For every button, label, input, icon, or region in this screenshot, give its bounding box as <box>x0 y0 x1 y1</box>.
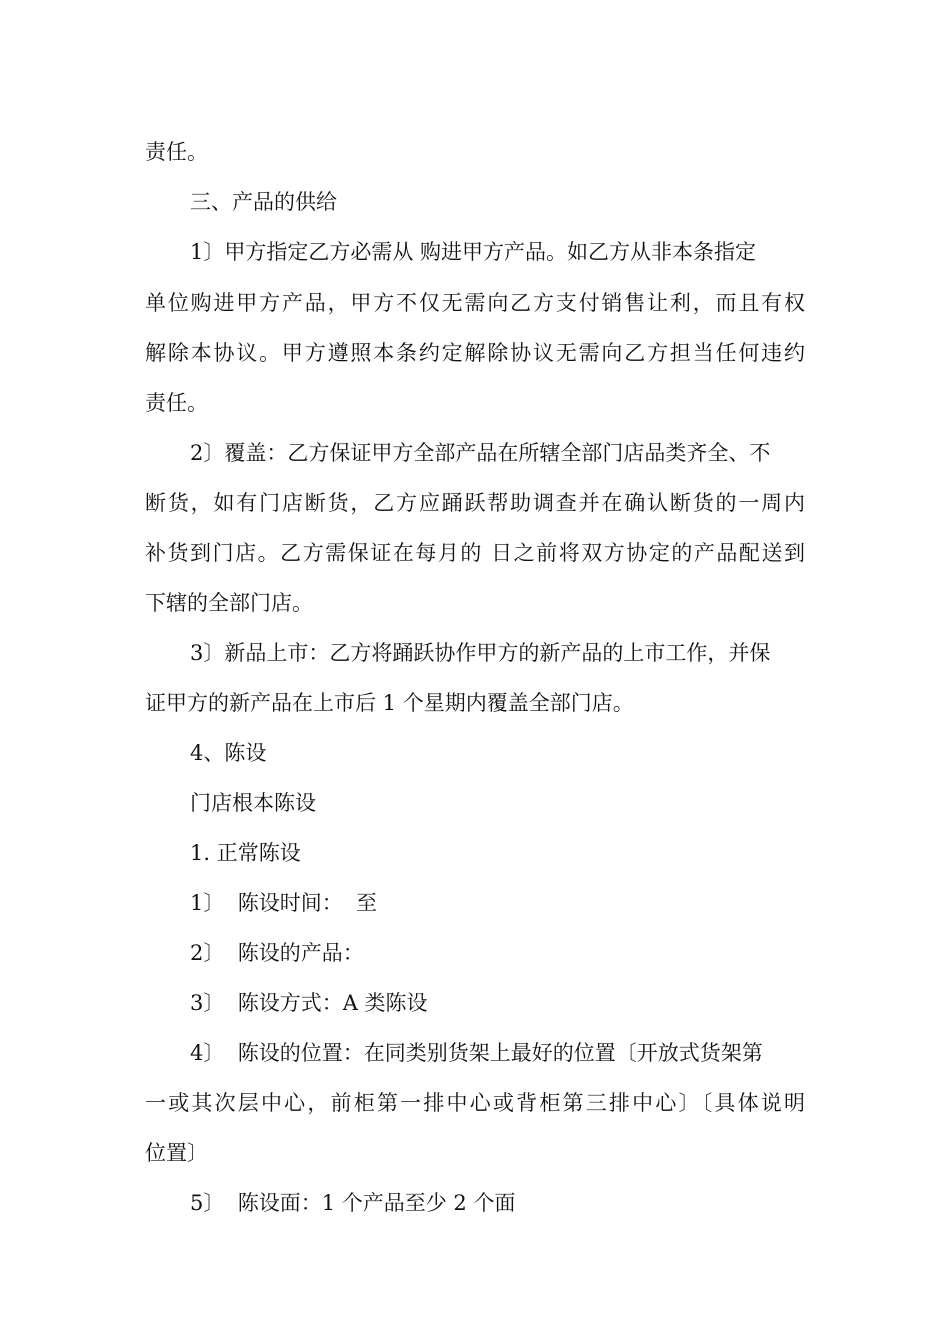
text-line: 单位购进甲方产品，甲方不仅无需向乙方支付销售让利，而且有权 <box>145 291 805 315</box>
text-line: 1〕甲方指定乙方必需从 购进甲方产品。如乙方从非本条指定 <box>190 240 757 264</box>
text-line: 责任。 <box>145 391 208 415</box>
text-line: 2〕覆盖：乙方保证甲方全部产品在所辖全部门店品类齐全、不 <box>190 441 771 465</box>
section-heading: 4、陈设 <box>190 741 267 765</box>
text-line: 责任。 <box>145 140 208 164</box>
text-line: 一或其次层中心，前柜第一排中心或背柜第三排中心〕〔具体说明 <box>145 1091 805 1115</box>
text-line: 位置〕 <box>145 1141 208 1165</box>
text-line: 3〕新品上市：乙方将踊跃协作甲方的新产品的上市工作，并保 <box>190 641 771 665</box>
subsection-heading: 1. 正常陈设 <box>190 841 301 865</box>
list-item: 2〕 陈设的产品： <box>190 941 364 965</box>
text-line: 解除本协议。甲方遵照本条约定解除协议无需向乙方担当任何违约 <box>145 341 805 365</box>
section-heading: 三、产品的供给 <box>190 190 337 214</box>
list-item: 4〕 陈设的位置：在同类别货架上最好的位置〔开放式货架第 <box>190 1041 763 1065</box>
text-line: 补货到门店。乙方需保证在每月的 日之前将双方协定的产品配送到 <box>145 541 805 565</box>
list-item: 5〕 陈设面：1 个产品至少 2 个面 <box>190 1191 516 1215</box>
text-line: 断货，如有门店断货，乙方应踊跃帮助调查并在确认断货的一周内 <box>145 491 805 515</box>
subsection-heading: 门店根本陈设 <box>190 791 316 815</box>
list-item: 3〕 陈设方式：A 类陈设 <box>190 991 428 1015</box>
text-line: 下辖的全部门店。 <box>145 591 313 615</box>
list-item: 1〕 陈设时间： 至 <box>190 891 378 915</box>
text-line: 证甲方的新产品在上市后 1 个星期内覆盖全部门店。 <box>145 691 634 715</box>
